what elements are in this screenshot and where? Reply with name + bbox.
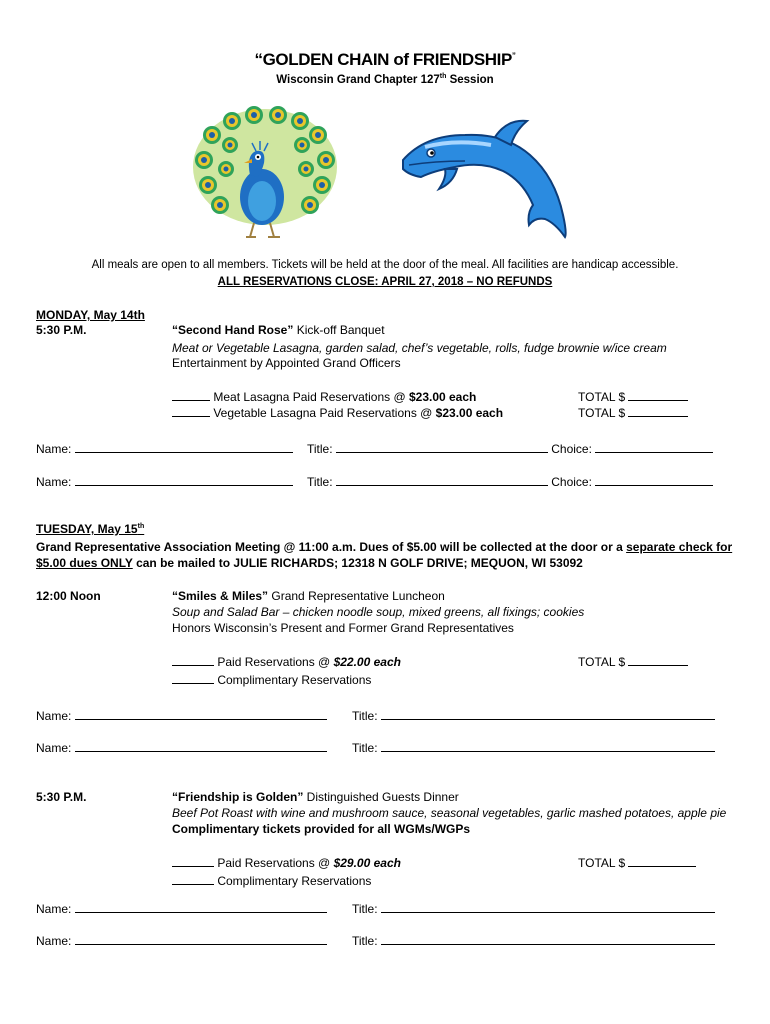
lunch-name-row-2: Name:: [36, 740, 327, 755]
dinner-paid-qty-field[interactable]: [172, 855, 214, 867]
monday-meat-lasagna-line: Meat Lasagna Paid Reservations @ $23.00 each: [172, 389, 476, 404]
dinner-title-row-2: Title:: [352, 933, 715, 948]
page-title: “GOLDEN CHAIN of FRIENDSHIP”: [254, 50, 516, 69]
title-field[interactable]: [381, 901, 715, 913]
lunch-total: TOTAL $: [578, 654, 688, 669]
dinner-title-row-1: Title:: [352, 901, 715, 916]
lunch-comp-qty-field[interactable]: [172, 672, 214, 684]
monday-time: 5:30 P.M.: [36, 323, 87, 337]
lunch-title-row-2: Title:: [352, 740, 715, 755]
lunch-paid-line: Paid Reservations @ $22.00 each: [172, 654, 401, 669]
dinner-time: 5:30 P.M.: [36, 790, 87, 804]
page-subtitle: Wisconsin Grand Chapter 127th Session: [276, 73, 494, 86]
title-field[interactable]: [336, 441, 548, 453]
lunch-honors: Honors Wisconsin’s Present and Former Grand Representatives: [172, 621, 514, 635]
meat-qty-field[interactable]: [172, 389, 210, 401]
choice-field[interactable]: [595, 441, 713, 453]
monday-name-row-1: Name:: [36, 441, 293, 456]
name-field[interactable]: [75, 474, 293, 486]
title-field[interactable]: [336, 474, 548, 486]
lunch-menu: Soup and Salad Bar – chicken noodle soup, mixed greens, all fixings; cookies: [172, 605, 585, 619]
monday-title-row-1: Title: Choice:: [307, 441, 713, 456]
monday-veg-lasagna-line: Vegetable Lasagna Paid Reservations @ $23.00 each: [172, 405, 503, 420]
dinner-paid-line: Paid Reservations @ $29.00 each: [172, 855, 401, 870]
peacock-illustration: [190, 105, 340, 245]
monday-total-2-field[interactable]: [628, 405, 688, 417]
meeting-line-2: $5.00 dues ONLY can be mailed to JULIE RICHARDS; 12318 N GOLF DRIVE; MEQUON, WI 53092: [36, 556, 583, 570]
veg-qty-field[interactable]: [172, 405, 210, 417]
lunch-paid-qty-field[interactable]: [172, 654, 214, 666]
lunch-name-row-1: Name:: [36, 708, 327, 723]
monday-event-title: “Second Hand Rose” Kick-off Banquet: [172, 323, 385, 337]
monday-name-row-2: Name:: [36, 474, 293, 489]
name-field[interactable]: [75, 740, 327, 752]
dinner-comp-note: Complimentary tickets provided for all WGMs/WGPs: [172, 822, 471, 836]
title-field[interactable]: [381, 740, 715, 752]
lunch-time: 12:00 Noon: [36, 589, 101, 603]
lunch-total-field[interactable]: [628, 654, 688, 666]
monday-heading: MONDAY, May 14th: [36, 308, 145, 322]
name-field[interactable]: [75, 441, 293, 453]
lunch-event-title: “Smiles & Miles” Grand Representative Luncheon: [172, 589, 445, 603]
dinner-menu: Beef Pot Roast with wine and mushroom sauce, seasonal vegetables, garlic mashed potatoes, apple pie: [172, 806, 727, 820]
dolphin-illustration: [395, 115, 575, 245]
dinner-comp-qty-field[interactable]: [172, 873, 214, 885]
choice-field[interactable]: [595, 474, 713, 486]
name-field[interactable]: [75, 708, 327, 720]
monday-menu: Meat or Vegetable Lasagna, garden salad, chef’s vegetable, rolls, fudge brownie w/ice cream: [172, 341, 667, 355]
title-field[interactable]: [381, 933, 715, 945]
dinner-event-title: “Friendship is Golden” Distinguished Guests Dinner: [172, 790, 459, 804]
monday-total-2: TOTAL $: [578, 405, 688, 420]
name-field[interactable]: [75, 901, 327, 913]
dinner-total-field[interactable]: [628, 855, 696, 867]
monday-entertainment: Entertainment by Appointed Grand Officers: [172, 356, 401, 370]
lunch-comp-line: Complimentary Reservations: [172, 672, 371, 687]
monday-total-1-field[interactable]: [628, 389, 688, 401]
lunch-title-row-1: Title:: [352, 708, 715, 723]
reservation-deadline: ALL RESERVATIONS CLOSE: APRIL 27, 2018 – NO REFUNDS: [217, 276, 553, 288]
dinner-name-row-2: Name:: [36, 933, 327, 948]
dinner-name-row-1: Name:: [36, 901, 327, 916]
dinner-total: TOTAL $: [578, 855, 696, 870]
dinner-comp-line: Complimentary Reservations: [172, 873, 371, 888]
tuesday-heading: TUESDAY, May 15th: [36, 522, 145, 536]
meeting-line-1: Grand Representative Association Meeting @ 11:00 a.m. Dues of $5.00 will be collected at the door or a separate check for: [36, 540, 733, 554]
name-field[interactable]: [75, 933, 327, 945]
title-field[interactable]: [381, 708, 715, 720]
general-info: All meals are open to all members. Tickets will be held at the door of the meal. All facilities are handicap accessible.: [91, 259, 679, 271]
monday-title-row-2: Title: Choice:: [307, 474, 713, 489]
monday-total-1: TOTAL $: [578, 389, 688, 404]
